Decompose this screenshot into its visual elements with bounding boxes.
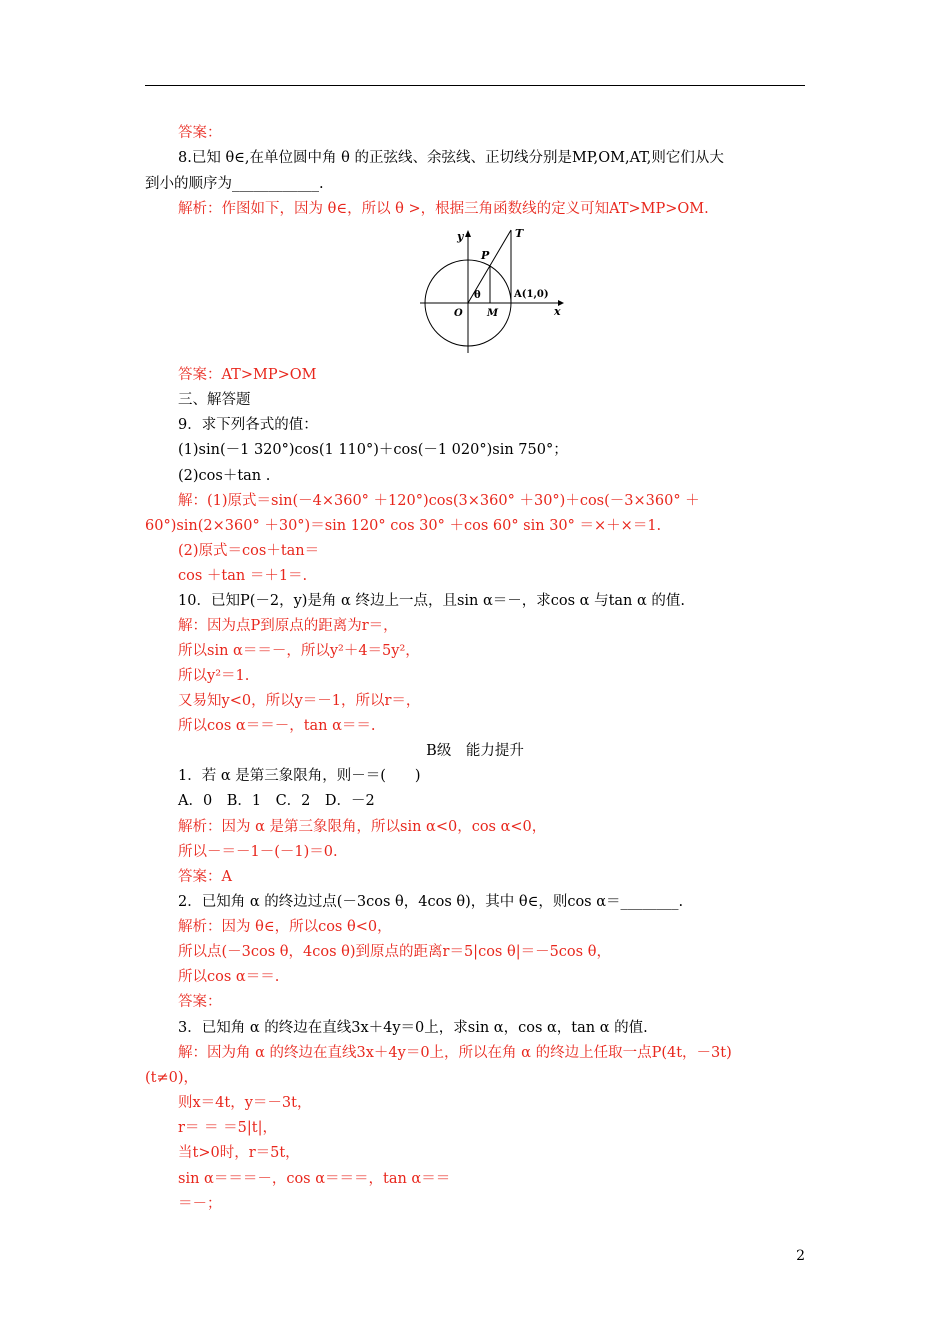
q10-solution-line1: 解：因为点P到原点的距离为r＝， [178,618,398,634]
b3-solution-line5: 当t>0时，r＝5t， [178,1145,300,1161]
unit-circle-figure [418,225,568,355]
b3-solution-line7: ＝－； [178,1196,222,1212]
q9-part1: (1)sin(－1 320°)cos(1 110°)＋cos(－1 020°)sin 750°； [178,442,568,458]
label-O: O [454,308,463,319]
b2-analysis-line2: 所以点(－3cos θ，4cos θ)到原点的距离r＝5|cos θ|＝－5cos θ， [178,944,611,960]
b3-solution-line6: sin α＝＝＝－，cos α＝＝＝，tan α＝＝ [178,1171,451,1187]
b3-solution-line1: 解：因为角 α 的终边在直线3x＋4y＝0上，所以在角 α 的终边上任取一点P(4t，－3t) [178,1045,732,1061]
q9-part2: (2)cos＋tan . [178,468,271,484]
b2-analysis-line3: 所以cos α＝＝. [178,969,280,985]
q9-solution-line2: 60°)sin(2×360° ＋30°)＝sin 120° cos 30° ＋cos 60° sin 30° ＝×＋×＝1. [145,518,662,534]
q10-title: 10．已知P(－2，y)是角 α 终边上一点，且sin α＝－，求cos α 与tan α 的值. [178,593,685,609]
label-x: x [554,305,561,318]
q9-title: 9．求下列各式的值： [178,417,318,433]
q9-solution-line4: cos ＋tan ＝＋1＝. [178,568,308,584]
b1-analysis-line1: 解析：因为 α 是第三象限角，所以sin α<0，cos α<0， [178,819,547,835]
label-theta: θ [474,290,481,301]
q9-solution-line1: 解：(1)原式＝sin(－4×360° ＋120°)cos(3×360° ＋30°)＋cos(－3×360° ＋ [178,493,700,509]
q10-solution-line5: 所以cos α＝＝－，tan α＝＝. [178,718,376,734]
label-T: T [515,227,524,240]
q10-solution-line3: 所以y²＝1. [178,668,250,684]
b3-solution-line2: (t≠0)， [145,1070,199,1086]
b1-answer: 答案：A [178,869,232,885]
b1-options: A．0 B．1 C．2 D．－2 [178,793,375,809]
q10-solution-line4: 又易知y<0，所以y＝－1，所以r＝， [178,693,421,709]
b3-title: 3．已知角 α 的终边在直线3x＋4y＝0上，求sin α，cos α，tan α 的值. [178,1020,648,1036]
label-M: M [487,308,499,319]
b1-title: 1．若 α 是第三象限角，则－＝( ) [178,768,421,784]
y-axis-arrow [465,230,471,237]
b2-title: 2．已知角 α 的终边过点(－3cos θ，4cos θ)，其中 θ∈，则cos α＝________. [178,894,684,910]
q9-solution-line3: (2)原式＝cos＋tan＝ [178,543,320,559]
b3-solution-line4: r＝ ＝ ＝5|t|， [178,1120,277,1136]
label-P: P [481,249,490,262]
q8-analysis: 解析：作图如下，因为 θ∈，所以 θ >，根据三角函数线的定义可知AT>MP>OM. [178,201,709,217]
b1-analysis-line2: 所以－＝－1－(－1)＝0. [178,844,338,860]
b3-solution-line3: 则x＝4t，y＝－3t， [178,1095,312,1111]
b2-analysis-line1: 解析：因为 θ∈，所以cos θ<0， [178,919,392,935]
label-y: y [457,230,464,243]
q10-solution-line2: 所以sin α＝＝－，所以y²＋4＝5y²， [178,643,420,659]
header-rule [145,85,805,86]
answer-label-7: 答案： [178,125,222,141]
section-title-3: 三、解答题 [178,392,251,408]
label-A: A(1,0) [514,289,549,300]
b2-answer: 答案： [178,994,222,1010]
q8-line1: 8.已知 θ∈,在单位圆中角 θ 的正弦线、余弦线、正切线分别是MP,OM,AT,则它们从大 [178,150,724,166]
page-number: 2 [796,1248,805,1264]
q8-answer: 答案：AT>MP>OM [178,367,317,383]
section-title-b: B级 能力提升 [426,743,524,759]
q8-line2: 到小的顺序为____________. [145,176,324,192]
